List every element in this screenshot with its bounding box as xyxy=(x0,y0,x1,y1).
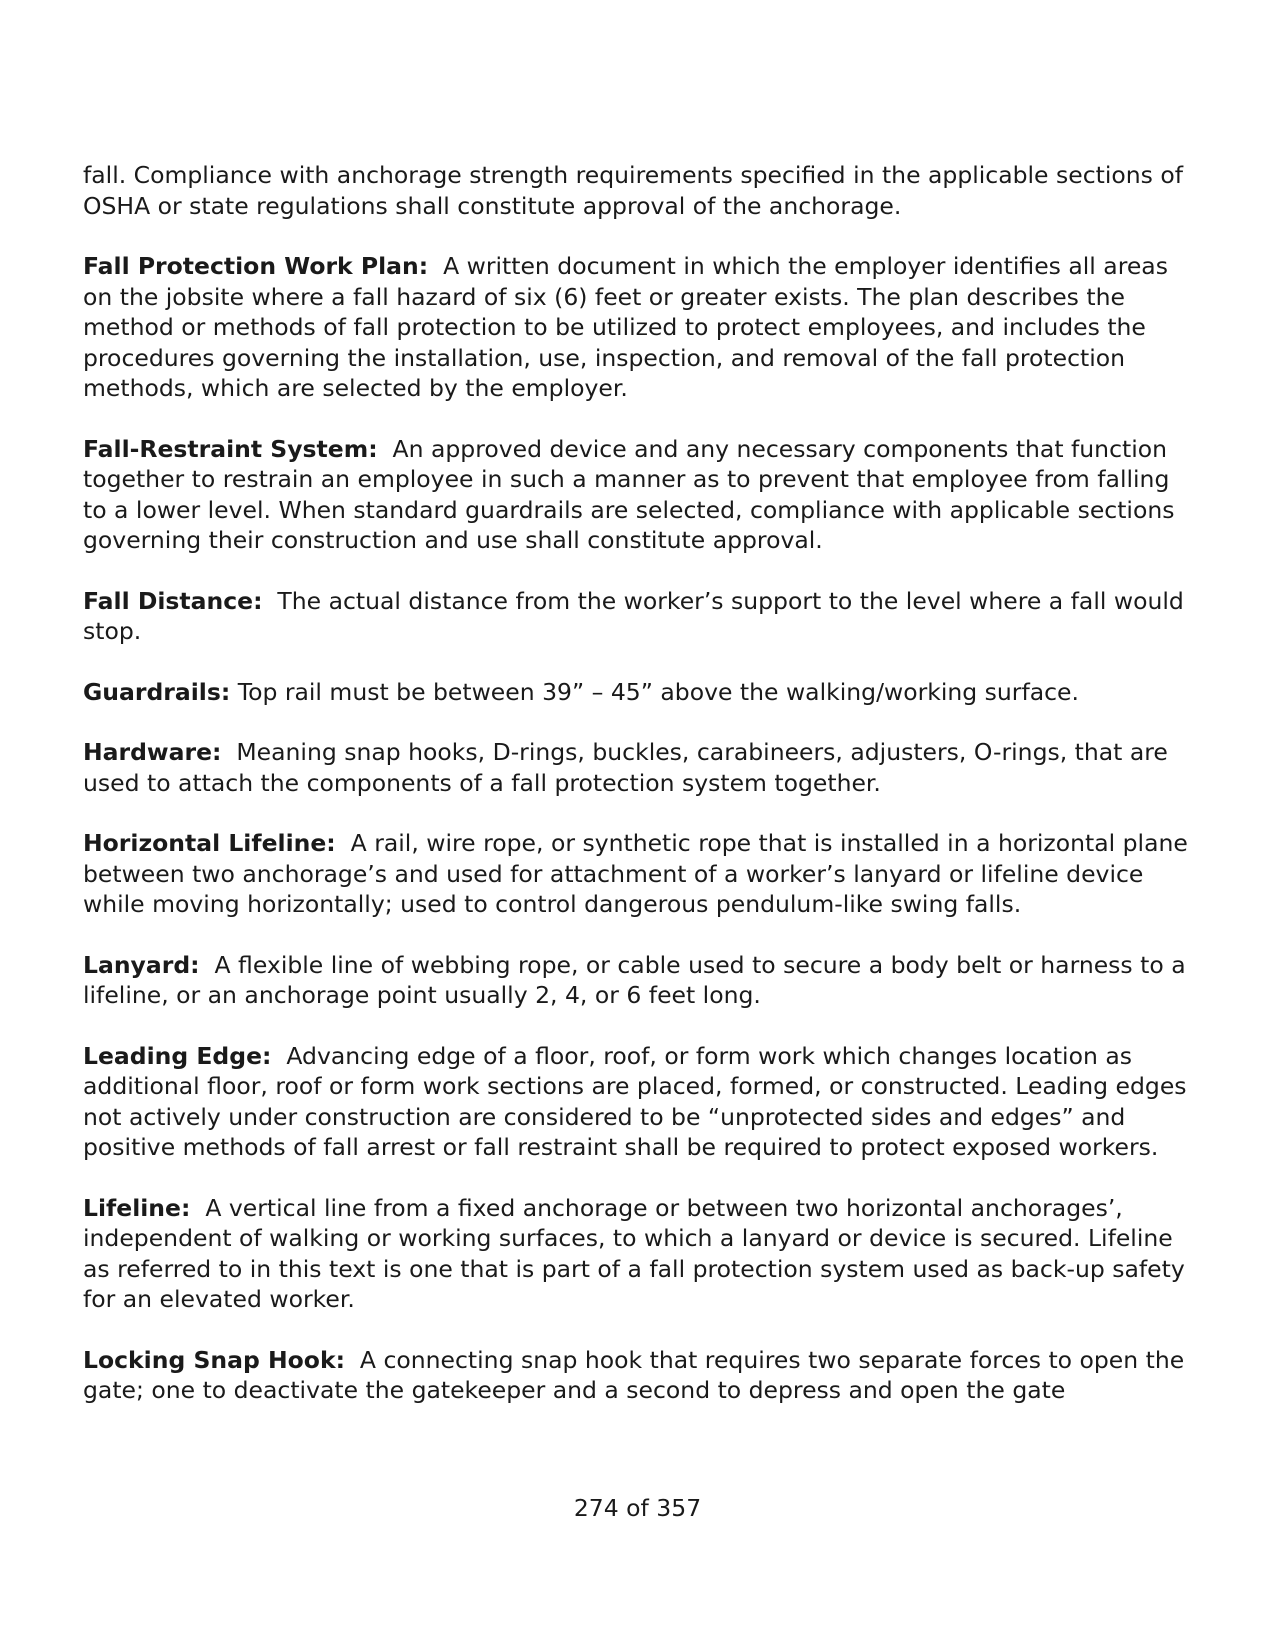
page-number: 274 of 357 xyxy=(573,1494,702,1522)
definition-lifeline xyxy=(83,1193,1193,1315)
definition-text: A flexible line of webbing rope, or cable used to secure a body belt or harness to a lifeline, or an anchorage point usually 2, 4, or 6 feet long. xyxy=(83,950,1186,1009)
definition-horizontal-lifeline xyxy=(83,828,1193,920)
definition-term: Leading Edge: xyxy=(83,1041,272,1070)
document-page xyxy=(83,160,1193,1436)
definition-term: Lifeline: xyxy=(83,1193,191,1222)
definition-term: Fall-Restraint System: xyxy=(83,434,378,463)
definition-lanyard xyxy=(83,950,1193,1011)
definition-term: Locking Snap Hook: xyxy=(83,1345,345,1374)
definition-fall-protection-work-plan xyxy=(83,251,1193,404)
intro-paragraph: fall. Compliance with anchorage strength requirements specified in the applicable sections of OSHA or state regulations shall constitute approval of the anchorage. xyxy=(83,161,1183,220)
definition-fall-restraint-system xyxy=(83,434,1193,556)
definition-term: Lanyard: xyxy=(83,950,200,979)
definition-text: Top rail must be between 39” – 45” above the walking/working surface. xyxy=(237,677,1079,706)
definition-locking-snap-hook xyxy=(83,1345,1193,1406)
definition-term: Fall Protection Work Plan: xyxy=(83,252,429,280)
definition-fall-distance xyxy=(83,586,1193,647)
definition-guardrails xyxy=(83,677,1193,708)
definition-text: Advancing edge of a floor, roof, or form work which changes location as additional floor, roof or form work sections are placed, formed, or constructed. Leading edges not actively under construction are considered to be “unprotected sides and edges” and positive methods of fall arrest or fall restraint shall be required to protect exposed workers. xyxy=(83,1041,1187,1161)
definition-term: Fall Distance: xyxy=(83,586,263,615)
definition-leading-edge xyxy=(83,1041,1193,1163)
definition-text: Meaning snap hooks, D-rings, buckles, carabineers, adjusters, O-rings, that are used to attach the components of a fall protection system together. xyxy=(83,738,1168,797)
definition-term: Hardware: xyxy=(83,738,222,766)
definition-text: A connecting snap hook that requires two separate forces to open the gate; one to deactivate the gatekeeper and a second to depress and open the gate xyxy=(83,1345,1185,1404)
definition-text: A rail, wire rope, or synthetic rope that is installed in a horizontal plane between two anchorage’s and used for attachment of a worker’s lanyard or lifeline device while moving horizontally; used to control dangerous pendulum-like swing falls. xyxy=(83,829,1188,918)
definition-text: A vertical line from a fixed anchorage or between two horizontal anchorages’, independent of walking or working surfaces, to which a lanyard or device is secured. Lifeline as referred to in this text is one that is part of a fall protection system used as back-up safety for an elevated worker. xyxy=(83,1193,1185,1313)
definition-text: The actual distance from the worker’s support to the level where a fall would stop. xyxy=(83,586,1184,645)
definition-term: Horizontal Lifeline: xyxy=(83,829,336,857)
definition-term: Guardrails: xyxy=(83,677,231,706)
definition-text: A written document in which the employer identifies all areas on the jobsite where a fall hazard of six (6) feet or greater exists. The plan describes the method or methods of fall protection to be utilized to protect employees, and includes the procedures governing the installation, use, inspection, and removal of the fall protection methods, which are selected by the employer. xyxy=(83,252,1168,402)
definition-text: An approved device and any necessary components that function together to restrain an employee in such a manner as to prevent that employee from falling to a lower level. When standard guardrails are selected, compliance with applicable sections governing their construction and use shall constitute approval. xyxy=(83,434,1175,554)
definition-hardware xyxy=(83,737,1193,798)
